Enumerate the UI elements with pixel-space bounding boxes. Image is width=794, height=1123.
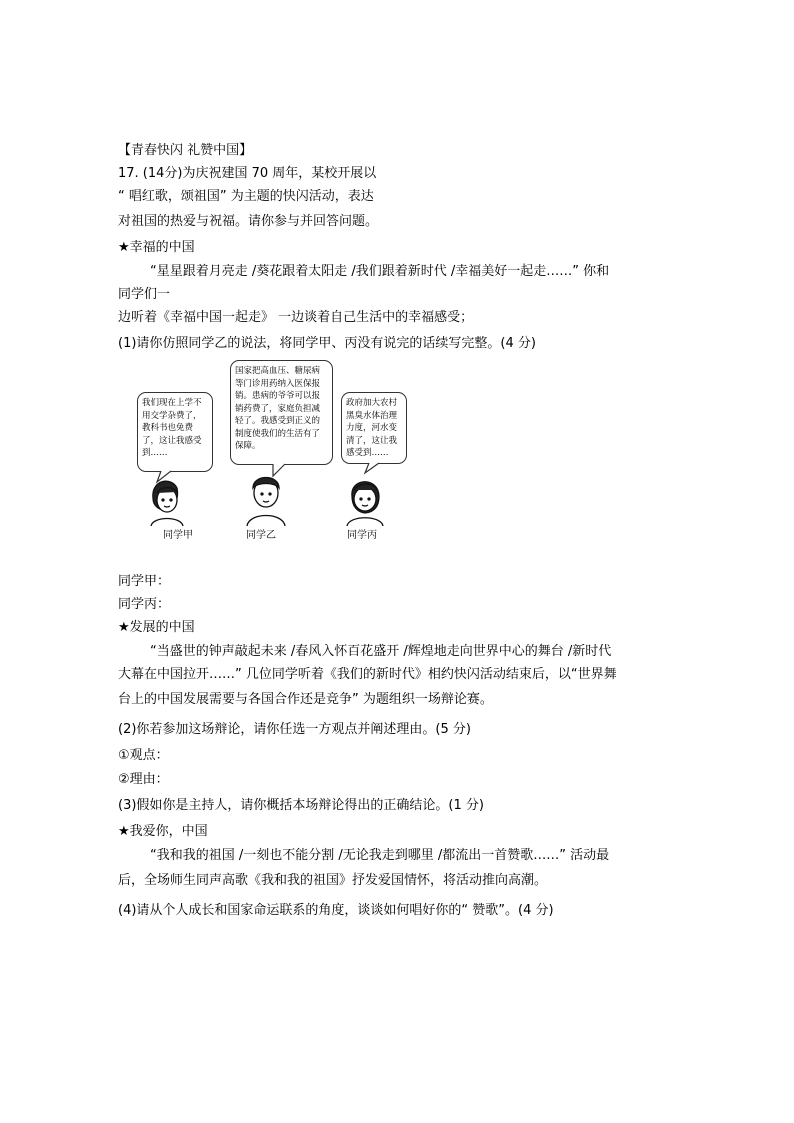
subquestion-4: (4)请从个人成长和国家命运联系的角度，谈谈如何唱好你的“ 赞歌”。(4 分) (118, 903, 554, 918)
student-a-figure (151, 481, 183, 526)
subquestion-1: (1)请你仿照同学乙的说法，将同学甲、丙没有说完的话续写完整。(4 分) (118, 336, 536, 351)
part2-paragraph-line-2: 大幕在中国拉开……” 几位同学听着《我们的新时代》相约快闪活动结束后，以“世界舞 (118, 667, 617, 682)
student-c-figure (347, 482, 383, 526)
heading-happy-china: ★幸福的中国 (118, 240, 195, 255)
students-dialogue-figure (133, 358, 398, 544)
answer-student-a: 同学甲： (118, 574, 171, 589)
subquestion-2: (2)你若参加这场辩论，请你任选一方观点并阐述理由。(5 分) (118, 722, 471, 737)
speech-bubble-student-b: 国家把高血压、糖尿病等门诊用药纳入医保报销。患病的爷爷可以报销药费了，家庭负担减轻了。我感受到正义的制度使我们的生活有了保障。 (230, 360, 333, 465)
viewpoint-label: ①观点： (118, 748, 169, 763)
speech-bubble-student-a: 我们现在上学不用交学杂费了，教科书也免费了，这让我感受到…… (137, 392, 213, 472)
heading-love-china: ★我爱你，中国 (118, 824, 208, 839)
part3-paragraph-line-2: 后，全场师生同声高歌《我和我的祖国》抒发爱国情怀，将活动推向高潮。 (118, 873, 548, 888)
subquestion-3: (3)假如你是主持人，请你概括本场辩论得出的正确结论。(1 分) (118, 798, 484, 813)
caption-student-a: 同学甲 (163, 530, 193, 541)
speech-bubble-student-c: 政府加大农村黑臭水体治理力度，河水变清了，这让我感受到…… (341, 392, 407, 464)
answer-student-c: 同学丙： (118, 597, 171, 612)
student-b-figure (247, 478, 285, 527)
reason-label: ②理由： (118, 772, 169, 787)
question-intro-line-3: 对祖国的热爱与祝福。请你参与并回答问题。 (118, 214, 379, 229)
question-intro-line-1: 17. (14分)为庆祝建国 70 周年，某校开展以 (118, 166, 377, 181)
section-title: 【青春快闪 礼赞中国】 (118, 143, 253, 158)
students-illustration (133, 358, 395, 544)
part3-paragraph-line-1: “我和我的祖国 /一刻也不能分割 /无论我走到哪里 /都流出一首赞歌……” 活动最 (150, 848, 610, 863)
part2-paragraph-line-3: 台上的中国发展需要与各国合作还是竞争” 为题组织一场辩论赛。 (118, 692, 493, 707)
heading-developing-china: ★发展的中国 (118, 620, 195, 635)
part1-paragraph-line-2: 同学们一 (118, 287, 171, 302)
question-intro-line-2: “ 唱红歌，颂祖国” 为主题的快闪活动，表达 (118, 189, 374, 204)
part1-paragraph-line-1: “星星跟着月亮走 /葵花跟着太阳走 /我们跟着新时代 /幸福美好一起走……” 你和 (150, 264, 610, 279)
caption-student-c: 同学丙 (347, 530, 377, 541)
caption-student-b: 同学乙 (246, 530, 276, 541)
part1-paragraph-line-3: 边听着《幸福中国一起走》 一边谈着自己生活中的幸福感受； (118, 310, 474, 325)
part2-paragraph-line-1: “当盛世的钟声敲起未来 /春风入怀百花盛开 /辉煌地走向世界中心的舞台 /新时代 (150, 644, 612, 659)
